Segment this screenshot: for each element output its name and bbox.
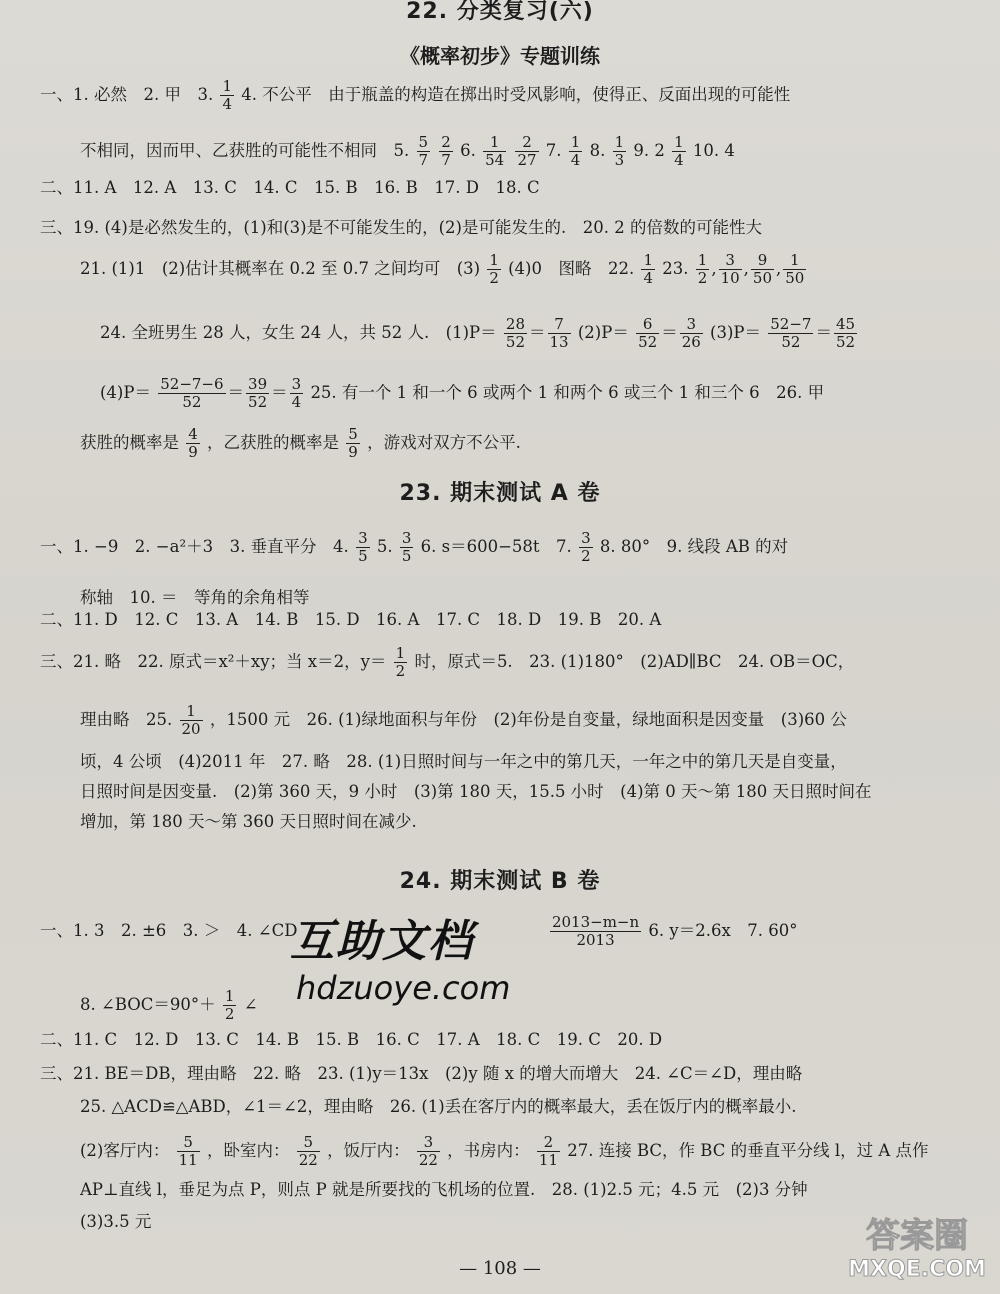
text: (2)P＝ [577,323,629,342]
s22-line-6: 24. 全班男生 28 人，女生 24 人，共 52 人. (1)P＝ $\frac{28}{52}$ ＝ $\frac{7}{13}$ (2)P＝ $\frac{6}{52}$ ＝ $\frac{3}{26}$ (3)P＝ $\frac{52-7}{52}$ ＝ $\frac{45}{52}$ [100,315,856,351]
numerator: 1 [489,251,499,269]
text: ，1500 元 26. (1)绿地面积与年份 (2)年份是自变量，绿地面积是因变量 (3)60 公 [209,710,847,729]
s23-line-1 [40,530,788,565]
fraction [548,316,571,351]
numerator: 3 [719,252,742,270]
fraction [672,134,686,169]
denominator: 10 [720,269,740,287]
text: 时，原式＝5. 23. (1)180° (2)AD∥BC 24. OB＝OC， [414,652,855,671]
logo-text: 答案圈 [866,1216,968,1256]
s24-line-5: 25. △ACD≌△ABD，∠1＝∠2，理由略 26. (1)丢在客厅内的概率最大，丢在饭厅内的概率最小. [80,1097,797,1116]
numerator: 1 [395,644,406,662]
numerator: 3 [358,529,368,547]
fraction [158,376,225,411]
s22-line-4: 三、19. (4)是必然发生的，(1)和(3)是不可能发生的，(2)是可能发生的. 20. 2 的倍数的可能性大 [40,218,762,237]
fraction [515,134,538,169]
denominator: 7 [441,151,451,169]
fraction [400,530,414,565]
text: 一、1. 3 2. ±6 3. ＞ 4. ∠CD [40,921,298,940]
text: 6. y＝2.6x 7. 60° [648,921,798,940]
numerator: 9 [751,252,774,270]
s22-line-1 [40,78,790,113]
text: ，卧室内： [206,1141,290,1160]
denominator: 22 [298,1151,318,1169]
fraction [346,426,360,461]
text: (2)客厅内： [80,1141,170,1160]
denominator: 7 [418,151,429,169]
s24-line-4: 三、21. BE＝DB，理由略 22. 略 23. (1)y＝13x (2)y 随 x 的增大而增大 24. ∠C＝∠D，理由略 [40,1064,803,1083]
numerator: 39 [248,375,268,393]
fraction [180,703,203,738]
site-logo [842,1208,992,1288]
fraction [177,1134,200,1169]
denominator: 2 [224,1005,235,1023]
text: 23. [662,259,689,278]
s23-line-2: 称轴 10. ＝ 等角的余角相等 [80,588,310,607]
denominator: 50 [752,269,773,287]
fraction [550,914,641,949]
numerator: 4 [188,425,198,443]
text: 三、21. 略 22. 原式＝x²＋xy；当 x＝2，y＝ [40,652,387,671]
denominator: 27 [517,151,537,169]
fraction [768,316,813,351]
denominator: 2 [489,269,499,287]
numerator: 3 [417,1134,440,1152]
fraction [246,376,269,411]
numerator: 5 [418,133,429,151]
text: (3)P＝ [710,323,762,342]
text: 4. 不公平 由于瓶盖的构造在掷出时受风影响，使得正、反面出现的可能性 [241,85,791,104]
section-22-subtitle: 《概率初步》专题训练 [400,44,600,68]
denominator: 4 [570,151,581,169]
text: 6. [460,141,476,160]
denominator: 20 [181,720,201,738]
text: 27. 连接 BC，作 BC 的垂直平分线 l，过 A 点作 [567,1141,929,1160]
numerator: 2 [537,1134,560,1152]
s22-line-8 [80,426,521,461]
s24-line-2 [80,988,258,1023]
fraction [483,134,506,169]
denominator: 52 [505,333,526,351]
fraction [487,252,501,287]
s23-line-3: 二、11. D 12. C 13. A 14. B 15. D 16. A 17. C 18. D 19. B 20. A [40,610,662,629]
s24-line-8: (3)3.5 元 [80,1212,152,1231]
numerator: 5 [177,1134,200,1152]
fraction [641,252,655,287]
text: 一、1. 必然 2. 甲 3. [40,85,214,104]
fraction [439,134,453,169]
fraction [220,78,234,113]
numerator: 52−7−6 [160,375,224,393]
watermark-line-2: hdzuoye.com [296,969,511,1007]
numerator: 1 [643,251,654,269]
text: ，书房内： [447,1141,530,1160]
s22-line-5: 21. (1)1 (2)估计其概率在 0.2 至 0.7 之间均可 (3) $\frac{1}{2}$ (4)0 图略 22. $\frac{1}{4}$ 23. $\frac{1}{2}$ , $\frac{3}{10}$ , $\frac{9}{50}$ , $\frac{1}{50}$ [80,251,805,287]
numerator: 1 [224,987,235,1005]
section-22-title: 22. 分类复习(六) [406,0,594,24]
text: 理由略 25. [80,710,173,729]
s24-line-3: 二、11. C 12. D 13. C 14. B 15. B 16. C 17. A 18. C 19. C 20. D [40,1030,663,1049]
fraction [569,134,583,169]
fraction [223,988,237,1023]
denominator: 26 [681,333,701,351]
s23-line-6: 顷，4 公顷 (4)2011 年 27. 略 28. (1)日照时间与一年之中的第几天，一年之中的第几天是自变量， [80,752,847,771]
fraction [297,1134,320,1169]
denominator: 2 [697,269,708,287]
numerator: 1 [483,134,506,152]
s22-line-7: (4)P＝ $\frac{52-7-6}{52}$ ＝ $\frac{39}{52}$ ＝ $\frac{3}{4}$ 25. 有一个 1 和一个 6 或两个 1 和两个 6 或三个 1 和三个 6 26. 甲 [100,375,825,411]
fraction [719,252,742,287]
numerator: 1 [697,251,708,269]
section-24-title: 24. 期末测试 B 卷 [399,869,601,894]
numerator: 1 [614,133,625,151]
text: 8. 80° 9. 线段 AB 的对 [599,537,789,556]
text: ，游戏对双方不公平. [367,433,521,452]
text: 一、1. −9 2. −a²＋3 3. 垂直平分 4. [40,537,349,556]
fraction [356,530,370,565]
numerator: 1 [180,703,203,721]
denominator: 9 [348,443,358,461]
text: 8. ∠BOC＝90°＋ [80,995,216,1014]
text: 不相同，因而甲、乙获胜的可能性不相同 5. [80,141,410,160]
denominator: 2 [395,662,406,680]
denominator: 22 [418,1151,438,1169]
fraction [537,1134,560,1169]
numerator: 3 [581,529,591,547]
fraction [834,316,857,351]
fraction [290,376,304,411]
s23-line-5 [80,703,847,738]
numerator: 3 [680,316,703,334]
fraction [751,252,774,287]
denominator: 4 [643,269,654,287]
numerator: 1 [674,133,684,151]
denominator: 50 [785,269,805,287]
s23-line-7: 日照时间是因变量. (2)第 360 天，9 小时 (3)第 180 天，15.5 小时 (4)第 0 天～第 180 天日照时间在 [80,782,872,801]
text: 25. 有一个 1 和一个 6 或两个 1 和两个 6 或三个 1 和三个 6 26. 甲 [310,383,825,402]
numerator: 28 [505,315,526,333]
denominator: 13 [549,333,569,351]
numerator: 2013−m−n [551,913,640,931]
s22-line-2 [80,134,735,169]
fraction [417,134,431,169]
denominator: 52 [182,393,202,411]
text: 5. [376,537,393,556]
numerator: 1 [570,133,581,151]
text: ，饭厅内： [327,1141,410,1160]
numerator: 45 [835,315,856,333]
numerator: 2 [441,133,451,151]
denominator: 52 [248,393,268,411]
numerator: 3 [401,529,412,547]
denominator: 9 [188,443,198,461]
numerator: 3 [291,375,302,393]
text: 9. 2 [633,141,665,160]
numerator: 5 [297,1134,320,1152]
fraction [680,316,703,351]
s24-line-6 [80,1134,929,1169]
fraction [783,252,806,287]
text: 24. 全班男生 28 人，女生 24 人，共 52 人. (1)P＝ [100,323,497,342]
denominator: 2013 [576,931,615,949]
numerator: 1 [222,77,233,95]
denominator: 54 [485,151,505,169]
text: 获胜的概率是 [80,433,179,452]
denominator: 4 [222,95,233,113]
text: 6. s＝600−58t 7. [420,537,572,556]
text: 10. 4 [692,141,735,160]
text: (4)0 图略 22. [508,259,635,278]
section-23-title: 23. 期末测试 A 卷 [399,481,601,506]
denominator: 4 [674,151,684,169]
denominator: 3 [614,151,625,169]
text: (4)P＝ [100,383,151,402]
denominator: 52 [781,333,801,351]
watermark-line-1: 互助文档 [290,916,474,967]
numerator: 6 [636,316,659,334]
text: 7. [545,141,562,160]
denominator: 52 [835,333,856,351]
s22-line-3: 二、11. A 12. A 13. C 14. C 15. B 16. B 17. D 18. C [40,178,540,197]
page-number: — 108 — [459,1258,541,1279]
denominator: 11 [538,1151,558,1169]
numerator: 1 [783,252,806,270]
s23-line-8: 增加，第 180 天～第 360 天日照时间在减少. [80,812,417,831]
denominator: 52 [638,333,658,351]
numerator: 7 [548,316,571,334]
numerator: 2 [515,134,538,152]
fraction [394,645,408,680]
fraction [696,252,710,287]
s23-line-4 [40,645,854,680]
fraction [579,530,593,565]
denominator: 5 [401,547,412,565]
s24-line-7: AP⊥直线 l，垂足为点 P，则点 P 就是所要找的飞机场的位置. 28. (1)2.5 元；4.5 元 (2)3 分钟 [80,1180,808,1199]
denominator: 11 [178,1151,198,1169]
fraction [186,426,200,461]
fraction [613,134,627,169]
text: ，乙获胜的概率是 [207,433,340,452]
text: 21. (1)1 (2)估计其概率在 0.2 至 0.7 之间均可 (3) [80,259,481,278]
denominator: 4 [291,393,302,411]
denominator: 2 [581,547,591,565]
watermark [290,905,550,1015]
fraction [504,316,527,351]
text: 8. [589,141,606,160]
logo-url: MXQE.COM [848,1257,986,1282]
numerator: 5 [348,425,358,443]
denominator: 5 [358,547,368,565]
numerator: 52−7 [770,315,812,333]
text: ∠ [243,995,258,1014]
fraction [417,1134,440,1169]
fraction [636,316,659,351]
